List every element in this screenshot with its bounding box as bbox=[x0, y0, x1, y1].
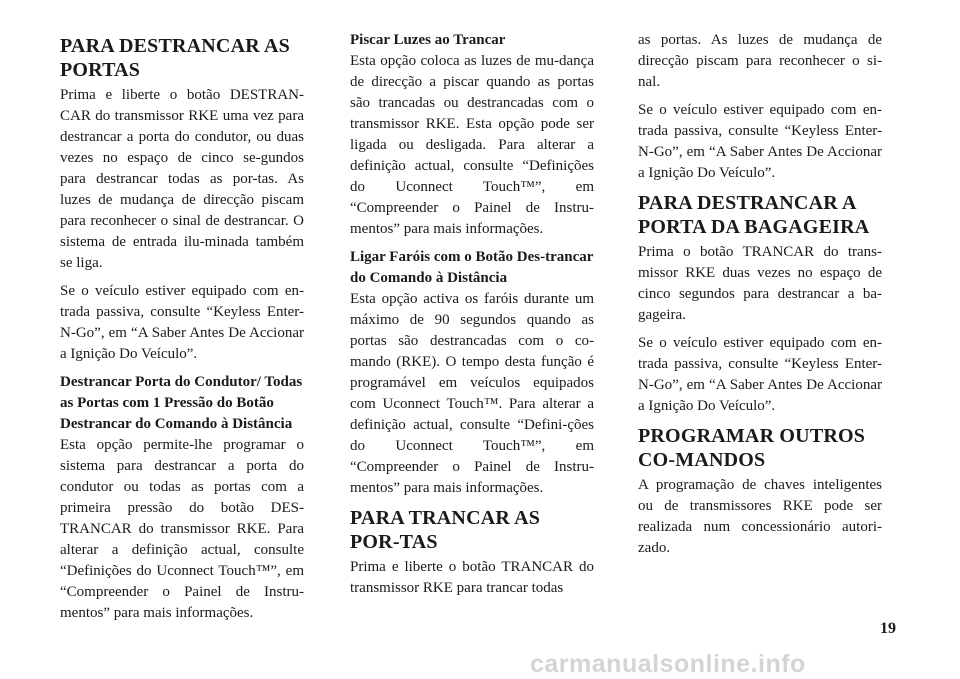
paragraph: Prima e liberte o botão TRANCAR do transmissor RKE para trancar todas bbox=[350, 559, 594, 596]
watermark: carmanualsonline.info bbox=[530, 650, 806, 678]
subheading-driver-door-unlock: Destrancar Porta do Condutor/ Todas as Portas com 1 Pressão do Botão Destrancar do Comando à Distância bbox=[60, 374, 303, 432]
subheading-flash-lights: Piscar Luzes ao Trancar bbox=[350, 32, 506, 48]
paragraph: Esta opção activa os faróis durante um máximo de 90 segundos quando as portas são destrancadas com o co-mando (RKE). O tempo desta função é programável em veículos equipados com Uconnect Touch™. Para alterar a definição actual, consulte “Defini-ções do Uconnect Touch™”, em “Compreender o Painel de Instru-mentos” para mais informações. bbox=[350, 291, 594, 496]
column-1 bbox=[60, 30, 304, 631]
paragraph: Esta opção coloca as luzes de mu-dança de direcção a piscar quando as portas são trancadas ou destrancadas com o transmissor RKE. Esta opção pode ser ligada ou desligada. Para alterar a definição actual, consulte “Definições do Uconnect Touch™”, em “Compreender o Painel de Instru-mentos” para mais informações. bbox=[350, 53, 594, 237]
column-3 bbox=[638, 30, 882, 566]
heading-unlock-liftgate: PARA DESTRANCAR A PORTA DA BAGAGEIRA bbox=[638, 192, 870, 238]
paragraph: A programação de chaves inteligentes ou de transmissores RKE pode ser realizada num concessionário autori-zado. bbox=[638, 477, 882, 556]
heading-program-remotes: PROGRAMAR OUTROS CO-MANDOS bbox=[638, 425, 866, 471]
paragraph: Prima o botão TRANCAR do trans-missor RKE duas vezes no espaço de cinco segundos para destrancar a ba-gageira. bbox=[638, 244, 882, 323]
paragraph: as portas. As luzes de mudança de direcção piscam para reconhecer o si-nal. bbox=[638, 32, 882, 90]
paragraph: Esta opção permite-lhe programar o sistema para destrancar a porta do condutor ou todas as portas com a primeira pressão do botão DES-TRANCAR do transmissor RKE. Para alterar a definição actual, consulte “Definições do Uconnect Touch™”, em “Compreender o Painel de Instru-mentos” para mais informações. bbox=[60, 437, 304, 621]
column-2 bbox=[350, 30, 594, 606]
paragraph: Prima e liberte o botão DESTRAN-CAR do transmissor RKE uma vez para destrancar a porta do condutor, ou duas vezes no espaço de cinco se-gundos para destrancar todas as por-tas. As luzes de mudança de direcção piscam para reconhecer o sinal de destrancar. O sistema de entrada ilu-minada também se liga. bbox=[60, 87, 304, 271]
heading-unlock-doors: PARA DESTRANCAR AS PORTAS bbox=[60, 35, 290, 81]
paragraph: Se o veículo estiver equipado com en-trada passiva, consulte “Keyless Enter-N-Go”, em “A Saber Antes De Accionar a Ignição Do Veículo”. bbox=[60, 283, 304, 362]
subheading-headlights-unlock: Ligar Faróis com o Botão Des-trancar do Comando à Distância bbox=[350, 249, 594, 286]
heading-lock-doors: PARA TRANCAR AS POR-TAS bbox=[350, 507, 541, 553]
paragraph: Se o veículo estiver equipado com en-trada passiva, consulte “Keyless Enter-N-Go”, em “A Saber Antes De Accionar a Ignição Do Veículo”. bbox=[638, 335, 882, 414]
page-number: 19 bbox=[880, 620, 896, 637]
paragraph: Se o veículo estiver equipado com en-trada passiva, consulte “Keyless Enter-N-Go”, em “A Saber Antes De Accionar a Ignição Do Veículo”. bbox=[638, 102, 882, 181]
